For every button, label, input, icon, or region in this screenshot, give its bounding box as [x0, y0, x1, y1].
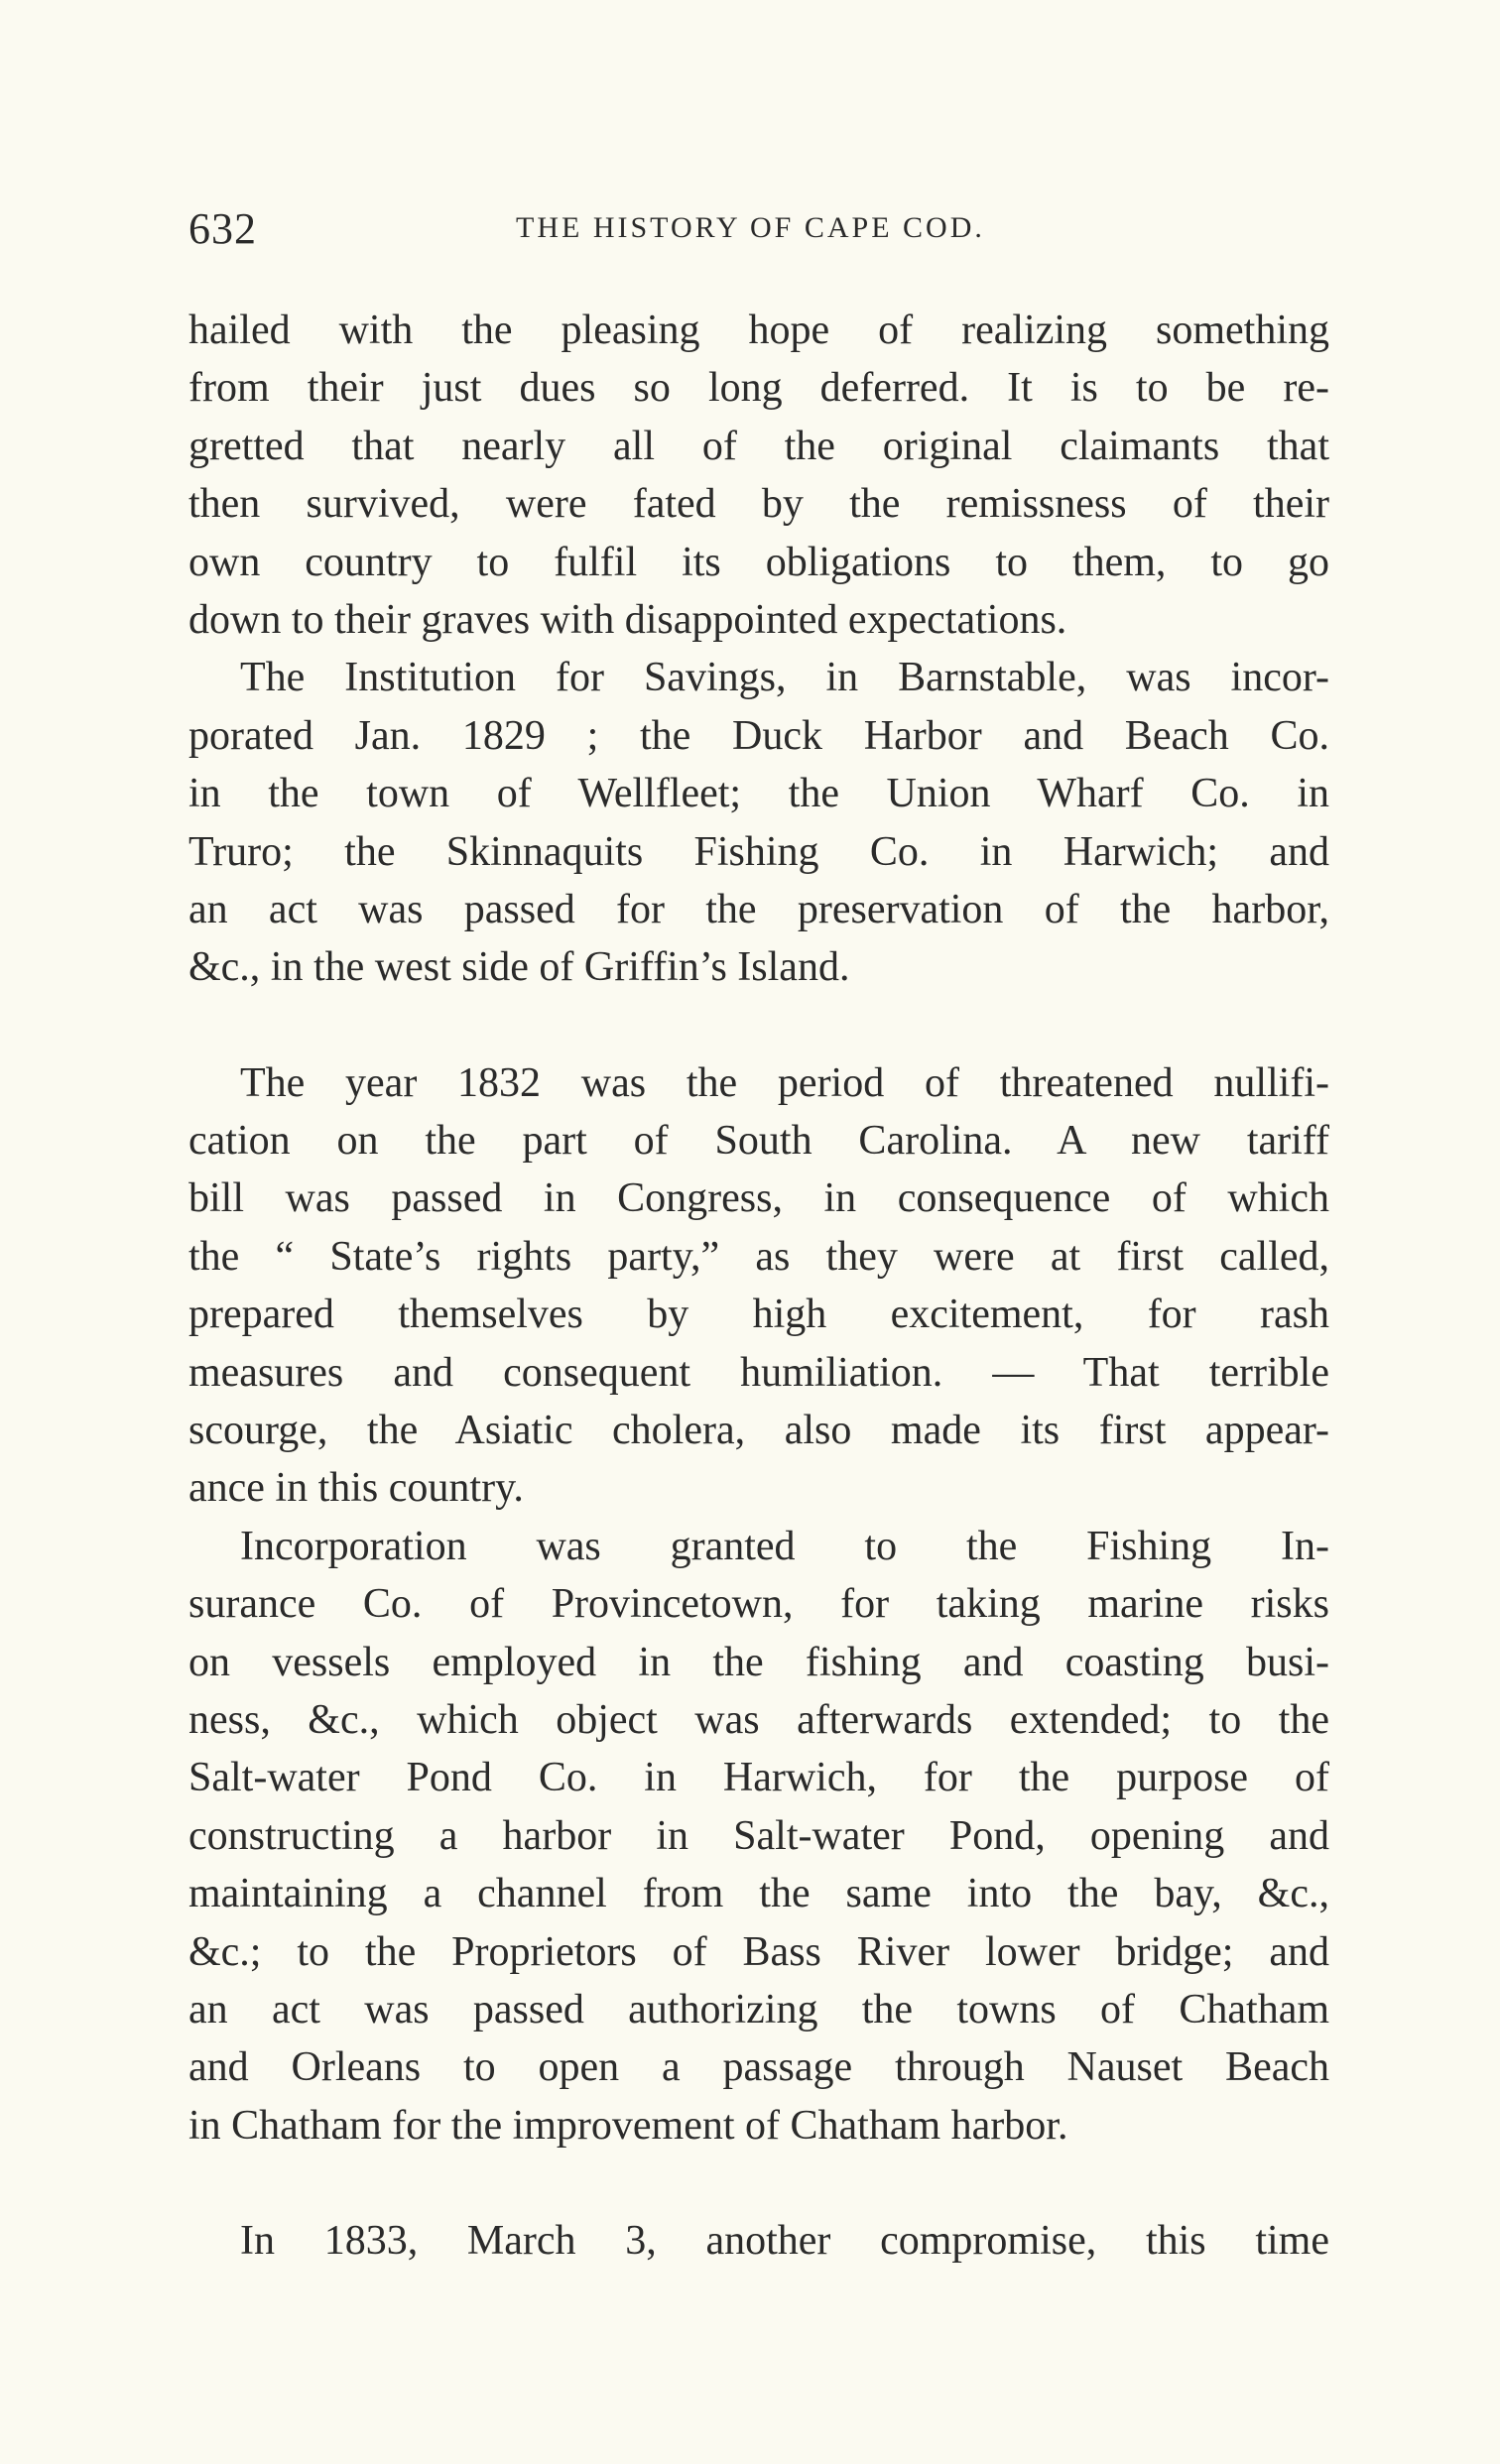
- text-line: ness, &c., which object was afterwards extended; to the: [188, 1696, 1329, 1743]
- text-line: from their just dues so long deferred. It is to be re-: [188, 365, 1329, 412]
- text-line: on vessels employed in the fishing and coasting busi-: [188, 1639, 1329, 1685]
- page-number: 632: [188, 204, 257, 253]
- text-line: &c.; to the Proprietors of Bass River lower bridge; and: [188, 1928, 1329, 1975]
- text-line: Incorporation was granted to the Fishing In-: [240, 1523, 1329, 1569]
- text-line: prepared themselves by high excitement, for rash: [188, 1292, 1329, 1338]
- running-title: THE HISTORY OF CAPE COD.: [516, 211, 985, 244]
- text-line: the “ State’s rights party,” as they were at first called,: [188, 1233, 1329, 1280]
- text-line: In 1833, March 3, another compromise, this time: [240, 2218, 1329, 2265]
- text-line: &c., in the west side of Griffin’s Island.: [188, 944, 850, 991]
- text-line: measures and consequent humiliation. — That terrible: [188, 1349, 1329, 1396]
- text-line: maintaining a channel from the same into the bay, &c.,: [188, 1871, 1329, 1917]
- text-line: surance Co. of Provincetown, for taking marine risks: [188, 1581, 1329, 1628]
- text-line: down to their graves with disappointed expectations.: [188, 596, 1067, 643]
- paragraph: [188, 302, 1329, 649]
- text-line: scourge, the Asiatic cholera, also made its first appear-: [188, 1408, 1329, 1454]
- text-line: hailed with the pleasing hope of realizing something: [188, 308, 1329, 353]
- paragraph-gap: [188, 997, 1329, 1054]
- text-line: and Orleans to open a passage through Nauset Beach: [188, 2044, 1329, 2091]
- text-line: in Chatham for the improvement of Chatham harbor.: [188, 2102, 1068, 2149]
- text-line: an act was passed for the preservation of the harbor,: [188, 886, 1329, 932]
- text-line: cation on the part of South Carolina. A new tariff: [188, 1118, 1329, 1165]
- text-line: then survived, were fated by the remissness of their: [188, 481, 1329, 528]
- running-head: [188, 203, 1329, 253]
- text-line: own country to fulfil its obligations to them, to go: [188, 539, 1329, 585]
- text-line: gretted that nearly all of the original claimants that: [188, 423, 1329, 469]
- text-line: in the town of Wellfleet; the Union Wharf Co. in: [188, 771, 1329, 817]
- text-line: Truro; the Skinnaquits Fishing Co. in Harwich; and: [188, 828, 1329, 875]
- text-line: The year 1832 was the period of threatened nullifi-: [240, 1059, 1329, 1106]
- paragraph: [188, 2212, 1329, 2270]
- paragraph-gap: [188, 2155, 1329, 2212]
- text-line: The Institution for Savings, in Barnstable, was incor-: [240, 655, 1329, 701]
- body-text: [188, 302, 1329, 2271]
- text-line: ance in this country.: [188, 1465, 524, 1512]
- text-line: constructing a harbor in Salt-water Pond, opening and: [188, 1812, 1329, 1859]
- text-line: Salt-water Pond Co. in Harwich, for the purpose of: [188, 1755, 1329, 1801]
- paragraph: [188, 649, 1329, 996]
- paragraph: [188, 1518, 1329, 2155]
- paragraph: [188, 1054, 1329, 1518]
- text-line: porated Jan. 1829 ; the Duck Harbor and Beach Co.: [188, 712, 1329, 759]
- text-line: an act was passed authorizing the towns of Chatham: [188, 1986, 1329, 2033]
- text-line: bill was passed in Congress, in consequence of which: [188, 1175, 1329, 1222]
